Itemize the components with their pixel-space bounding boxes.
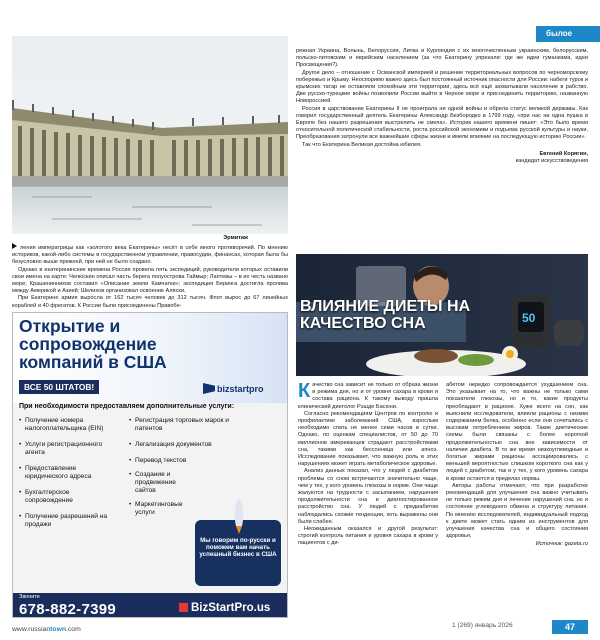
rocket-icon — [233, 498, 245, 534]
list-item: • Бухгалтерское сопровождение — [19, 489, 119, 505]
paragraph: Однако в екатерининские времена Россия провела пять экспедиций, руководители которых оставили свои имена на карте: Челюскин описал часть берега полуострова Таймыр; Лаптевы – в их честь названо море; Крашенинников составил «Описание земли Камчатки»; экспедиция Беринга достигла пролива между Америкой и Азией; Шелихов организовал освоение Аляски. — [12, 266, 288, 295]
bizstartpro-logo-icon — [203, 383, 215, 394]
list-item: • Регистрация торговых марок и патентов — [129, 417, 239, 433]
continuation-arrow-icon — [12, 243, 17, 249]
ad-title: Открытие и сопровождение компаний в США — [19, 316, 167, 372]
paragraph: ачество сна зависит не только от образа жизни и режима дня, но и от уровня сахара в крови и состава рациона. К такому выводу пришла клинический диетолог Рэшде Басюни. — [298, 382, 438, 410]
bizstartpro-advertisement[interactable] — [12, 312, 288, 618]
article-source: Источник: gazeta.ru — [535, 541, 588, 548]
ad-promo-text: Мы говорим по-русски и поможем вам начать успешный бизнес в США — [199, 537, 277, 559]
section-tag: былое — [536, 26, 600, 42]
list-item: • Перевод текстов — [129, 457, 239, 465]
paragraph: режная Украина, Волынь, Белоруссия, Литва и Курляндия с их многочисленным украинским, белорусским, польско-литовским и еврейским населением (за что Екатерину упрекали: где же идеи гуманизма, идеи Просвещения?). — [296, 48, 588, 69]
paragraph: Авторы работы отмечают, что при разработке рекомендаций для улучшения сна важно учитывать не только режим дня и лечение нарушений сна, но и состояние углеводного обмена и структуру питания. По мнению исследователей, индивидуальный подход к диете может стать одним из инструментов для улучшения качества сна и общего состояния здоровья. — [446, 482, 588, 540]
ad-contact-bar — [13, 593, 288, 618]
hermitage-photo — [12, 36, 288, 234]
ad-services-list-left — [19, 417, 119, 533]
paragraph: Так что Екатерина Великая достойна юбилея. — [302, 141, 422, 148]
logo-mark-icon — [179, 603, 188, 612]
ad-logo: bizstartpro — [203, 383, 264, 394]
sleep-article-title: ВЛИЯНИЕ ДИЕТЫ НА КАЧЕСТВО СНА — [300, 298, 471, 332]
list-item: • Получение разрешений на продажи — [19, 513, 119, 529]
ad-call-label: Звоните — [19, 594, 40, 600]
list-item: • Маркетинговые услуги — [129, 501, 195, 517]
article1-right-column — [296, 48, 588, 165]
ad-services-heading: При необходимости предоставляем дополнительные услуги: — [19, 403, 235, 410]
list-item: • Предоставление юридического адреса — [19, 465, 119, 481]
article2-column-1 — [298, 382, 438, 548]
paragraph: Россия в царствование Екатерины II не проиграла ни одной войны и обрела статус великой державы. Как говорил государственный деятель Екатерины Александр Безбородко в 1799 году, «при нас ни одна пушка в Европе без нашего разрешения выстрелить не смела». Историк нашего времени пишет: «Это было время относительной политической стабильности, роста российской экономики и подъема русской культуры и науки. Преобразования затронули все важнейшие сферы жизни и имели влияние на последующую историю России». — [296, 105, 588, 141]
source-link[interactable]: gazeta.ru — [564, 541, 588, 548]
photo-caption: Эрмитаж — [223, 235, 248, 241]
paragraph: абетом нередко сопровождается ухудшением сна. Это указывает на то, что важны не только сами показатели глюкозы, но и то, какие продукты преобладают в рационе. Хуже всего на сон, как выяснили исследователи, влияли рационы с низким содержанием белка, особенно если они сочетались с высоким потреблением жиров. Такие диетические схемы были связаны с более короткой продолжительностью сна вне зависимости от наличия диабета. В то же время низкоуглеводные и богатые жирами рационы ассоциировались с меньшей вероятностью слишком короткого сна как у людей с диабетом, так и у тех, у кого уровень сахара в крови остается в пределах нормы. — [446, 382, 588, 482]
list-item: • Услуги регистрационного агента — [19, 441, 119, 457]
footer-website[interactable]: www.russiantown.com — [12, 626, 81, 633]
article1-left-continuation — [12, 243, 288, 310]
list-item: • Получение номера налогоплательщика (EIN) — [19, 417, 119, 433]
ad-services-list-right — [129, 417, 239, 521]
ad-promo-box — [195, 520, 281, 586]
page-number: 47 — [552, 620, 588, 634]
list-item: • Создание и продвижение сайтов — [129, 471, 195, 495]
ad-website-link[interactable]: BizStartPro.us — [179, 602, 270, 614]
author-name: Евгений Корягин, — [539, 150, 588, 157]
paragraph: При Екатерине армия выросла от 162 тысяч человек до 312 тысяч. Флот вырос до 67 линейных кораблей и 40 фрегатов. К России были присоединены Правобе- — [12, 295, 288, 309]
author-title: кандидат искусствоведения — [515, 158, 588, 165]
footer-issue: 1 (269) январь 2026 — [452, 622, 513, 629]
ad-badge: ВСЕ 50 ШТАТОВ! — [19, 380, 99, 394]
article2-column-2 — [446, 382, 588, 549]
paragraph: Согласно рекомендациям Центров по контролю и профилактике заболеваний США, взрослым необходимо спать не менее семи часов в сутки. Однако, по оценкам специалистов, от 50 до 70 миллионов американцев страдают расстройствами сна, такими как бессонница или апноэ. Исследование показывает, что важную роль в этих нарушениях может играть метаболическое здоровье. — [298, 410, 438, 468]
paragraph: Анализ данных показал, что у людей с диабетом проблемы со сном встречаются значительно чаще, чем у тех, у кого уровень глюкозы в норме. Они чаще жалуются на трудности с засыпанием, нарушения продолжительности сна и диагностированное расстройство сна. У людей с предиабетом наблюдались схожие тенденции, хоть выражены они были слабее. — [298, 468, 438, 525]
paragraph: Неожиданным оказался и другой результат: строгий контроль питания и уровня сахара в крови у пациентов с ди- — [298, 526, 438, 547]
list-item: • Легализация документов — [129, 441, 239, 449]
drop-cap: К — [298, 380, 311, 402]
ad-phone-number[interactable]: 678-882-7399 — [19, 601, 117, 618]
paragraph: Другое дело – отношение с Османской империей и решение территориальных вопросов по черноморскому побережью и Крыму. Неоспоримо важно здесь был постоянный источник опасности для России: набеги турок и крымских татар не оставляли спокойным эти территории, здесь всё ещё захватывали население в рабство. Две русско-турецкие войны позволили России выйти в Черное море и присоединить территорию, названную Новороссией. — [296, 69, 588, 105]
paragraph: ления императрицы как «золотого века Екатерины» несёт в себе много противоречий. По мнению историков, какой-либо системы в государственном управлении, правосудии, финансах, которая была бы безусловно выше прежней, при ней не было создано. — [12, 245, 288, 266]
glucose-meter-reading: 50 — [522, 311, 536, 325]
